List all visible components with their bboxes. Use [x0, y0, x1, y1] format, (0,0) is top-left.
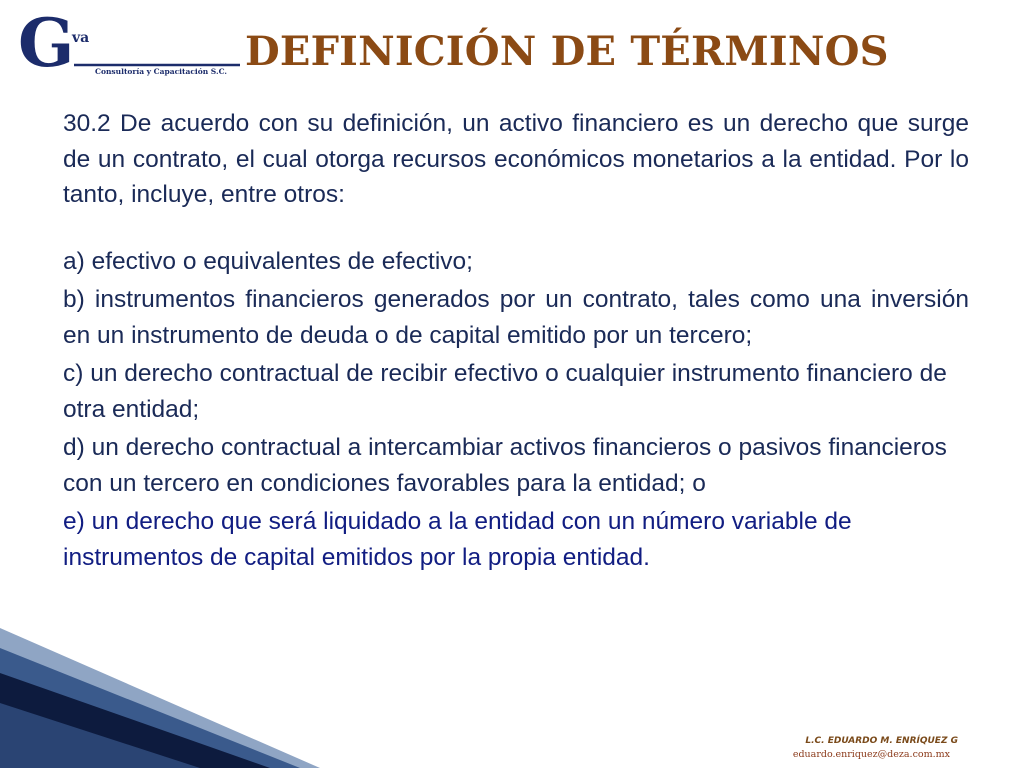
list-item-b: b) instrumentos financieros generados por un contrato, tales como una inversión en un instrumento de deuda o de capital emitido por un tercero;: [63, 286, 969, 349]
list-item-c: c) un derecho contractual de recibir efectivo o cualquier instrumento financiero de otra entidad;: [63, 360, 947, 423]
slide-body: [63, 106, 969, 575]
decorative-stripes: [0, 628, 320, 768]
list-item-d: d) un derecho contractual a intercambiar activos financieros o pasivos financieros con un tercero en condiciones favorables para la entidad; o: [63, 434, 947, 497]
footer-email: eduardo.enriquez@deza.com.mx: [792, 749, 950, 760]
logo-va-letters: va: [72, 30, 90, 46]
list-item-a: a) efectivo o equivalentes de efectivo;: [63, 247, 473, 275]
page-title: DEFINICIÓN DE TÉRMINOS: [245, 28, 889, 75]
logo-subtitle: Consultoría y Capacitación S.C.: [95, 67, 228, 76]
intro-paragraph: 30.2 De acuerdo con su definición, un activo financiero es un derecho que surge de un contrato, el cual otorga recursos económicos monetarios a la entidad. Por lo tanto, incluye, entre otros:: [63, 110, 969, 208]
list-item-e: e) un derecho que será liquidado a la entidad con un número variable de instrumentos de capital emitidos por la propia entidad.: [63, 508, 852, 571]
logo-g-letter: G: [18, 10, 75, 78]
footer-author: L.C. EDUARDO M. ENRÍQUEZ G: [805, 736, 958, 746]
